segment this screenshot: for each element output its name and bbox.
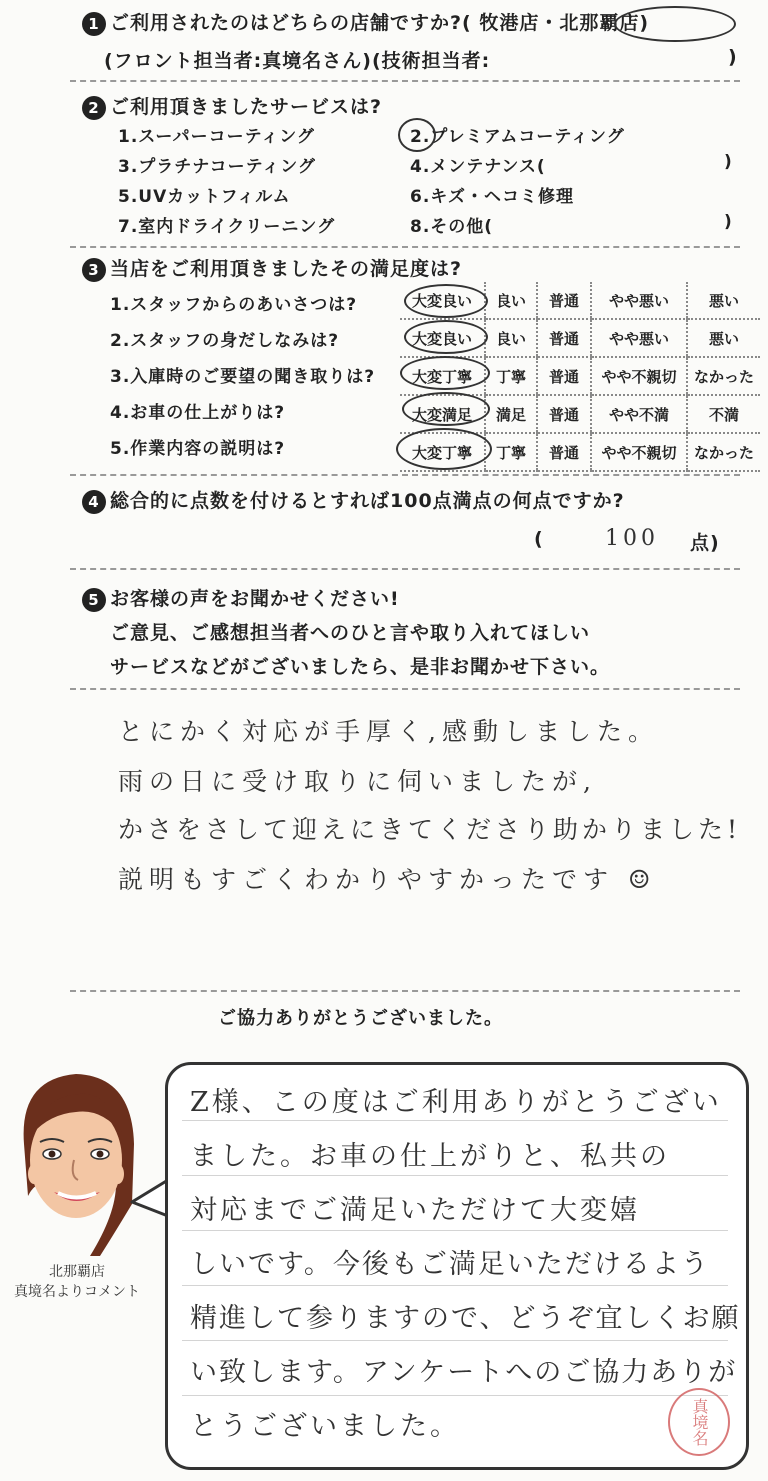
staff-caption bbox=[0, 1262, 154, 1302]
reply-line-7: とうございました。 bbox=[190, 1411, 460, 1442]
choice-cell: 満足 bbox=[485, 395, 537, 433]
q2-option-7: 7.室内ドライクリーニング bbox=[118, 217, 336, 237]
reply-line-1: Z様、この度はご利用ありがとうござい bbox=[190, 1087, 722, 1118]
staff-comment-label: 真境名よりコメント bbox=[14, 1284, 140, 1300]
speech-bubble-tail bbox=[128, 1176, 170, 1220]
rating-circle-5 bbox=[396, 428, 492, 470]
choice-cell: やや不親切 bbox=[591, 357, 687, 395]
q3-question-1: 1.スタッフからのあいさつは? bbox=[110, 295, 358, 315]
q4-open-paren: ( bbox=[534, 528, 544, 550]
q5-line3: サービスなどがございましたら、是非お聞かせ下さい。 bbox=[110, 656, 611, 678]
choice-cell: 大変満足 bbox=[400, 395, 485, 433]
q2-option-8: 8.その他( bbox=[410, 217, 494, 237]
divider-2 bbox=[70, 246, 740, 248]
choice-cell: 大変丁寧 bbox=[400, 357, 485, 395]
q1-text: ご利用されたのはどちらの店舗ですか?( 牧港店・北那覇店) bbox=[110, 12, 650, 34]
q3-question-5: 5.作業内容の説明は? bbox=[110, 439, 286, 459]
choice-cell: 丁寧 bbox=[485, 357, 537, 395]
q3-question-3: 3.入庫時のご要望の聞き取りは? bbox=[110, 367, 376, 387]
q5-title-row bbox=[82, 584, 400, 612]
reply-line-3: 対応までご満足いただけて大変嬉 bbox=[190, 1195, 640, 1226]
q2-option-5: 5.UVカットフィルム bbox=[118, 187, 291, 207]
divider-5 bbox=[70, 688, 740, 690]
choice-cell: なかった bbox=[687, 433, 760, 471]
q3-question-4: 4.お車の仕上がりは? bbox=[110, 403, 286, 423]
q4-number-badge: 4 bbox=[82, 490, 106, 514]
choice-cell: やや悪い bbox=[591, 319, 687, 357]
divider-4 bbox=[70, 568, 740, 570]
choice-cell: 普通 bbox=[537, 433, 591, 471]
choice-cell: 普通 bbox=[537, 319, 591, 357]
rating-circle-3 bbox=[400, 356, 490, 390]
q4-title: 総合的に点数を付けるとすれば100点満点の何点ですか? bbox=[110, 490, 625, 512]
staff-store: 北那覇店 bbox=[49, 1264, 105, 1280]
q2-option-2: 2.プレミアムコーティング bbox=[410, 127, 625, 147]
choice-cell: なかった bbox=[687, 357, 760, 395]
q4-unit: 点) bbox=[690, 532, 720, 554]
customer-comment-line-1: とにかく対応が手厚く,感動しました。 bbox=[118, 717, 659, 746]
q1-number-badge: 1 bbox=[82, 12, 106, 36]
choice-cell: 大変良い bbox=[400, 282, 485, 319]
customer-comment-line-2: 雨の日に受け取りに伺いましたが, bbox=[118, 767, 597, 796]
choice-cell: 普通 bbox=[537, 395, 591, 433]
q5-line2: ご意見、ご感想担当者へのひと言や取り入れてほしい bbox=[110, 622, 591, 644]
reply-line-6: い致します。アンケートへのご協力ありが bbox=[190, 1357, 738, 1388]
q2-option-4-close: ) bbox=[724, 152, 733, 172]
bubble-tail-mask bbox=[168, 1172, 174, 1220]
thanks-text: ご協力ありがとうございました。 bbox=[218, 1008, 503, 1029]
choice-cell: 普通 bbox=[537, 282, 591, 319]
reply-line-4: しいです。今後もご満足いただけるよう bbox=[190, 1249, 710, 1280]
choice-cell: 悪い bbox=[687, 319, 760, 357]
q1-line2-close: ) bbox=[728, 46, 738, 68]
q1-staff-text: (フロント担当者:真境名さん)(技術担当者: bbox=[104, 50, 491, 72]
q1-line1 bbox=[82, 8, 649, 36]
choice-cell: 良い bbox=[485, 282, 537, 319]
choice-cell: やや悪い bbox=[591, 282, 687, 319]
q2-number-badge: 2 bbox=[82, 96, 106, 120]
q3-title-row bbox=[82, 254, 462, 282]
q2-option-8-close: ) bbox=[724, 212, 733, 232]
customer-comment-line-4: 説明もすごくわかりやすかったです ☺ bbox=[118, 865, 657, 894]
seal-stamp: 真境名 bbox=[668, 1388, 730, 1456]
divider-3 bbox=[70, 474, 740, 476]
q2-option-3: 3.プラチナコーティング bbox=[118, 157, 316, 177]
q5-number-badge: 5 bbox=[82, 588, 106, 612]
q3-number-badge: 3 bbox=[82, 258, 106, 282]
choice-cell: 大変丁寧 bbox=[400, 433, 485, 471]
q2-title-row bbox=[82, 92, 382, 120]
choice-cell: 悪い bbox=[687, 282, 760, 319]
rating-circle-2 bbox=[404, 320, 488, 354]
q2-title: ご利用頂きましたサービスは? bbox=[110, 96, 383, 118]
choice-cell: 普通 bbox=[537, 357, 591, 395]
staff-avatar bbox=[4, 1064, 154, 1260]
rating-circle-4 bbox=[402, 392, 490, 426]
choice-cell: 良い bbox=[485, 319, 537, 357]
q2-option-6: 6.キズ・ヘコミ修理 bbox=[410, 187, 574, 207]
q3-question-2: 2.スタッフの身だしなみは? bbox=[110, 331, 340, 351]
staff-portrait-illustration bbox=[4, 1064, 154, 1260]
choice-cell: 不満 bbox=[687, 395, 760, 433]
store-selection-circle bbox=[614, 6, 736, 42]
q2-option-1: 1.スーパーコーティング bbox=[118, 127, 315, 147]
q5-line1: お客様の声をお聞かせください! bbox=[110, 588, 400, 610]
divider-1 bbox=[70, 80, 740, 82]
reply-line-2: ました。お車の仕上がりと、私共の bbox=[190, 1141, 670, 1172]
q1-line2 bbox=[104, 46, 490, 73]
divider-6 bbox=[70, 990, 740, 992]
customer-comment-line-3: かさをさして迎えにきてくださり助かりました! bbox=[118, 815, 742, 844]
reply-line-5: 精進して参りますので、どうぞ宜しくお願 bbox=[190, 1303, 741, 1334]
q4-score: 100 bbox=[605, 526, 659, 551]
choice-cell: やや不親切 bbox=[591, 433, 687, 471]
choice-cell: 丁寧 bbox=[485, 433, 537, 471]
choice-cell: 大変良い bbox=[400, 319, 485, 357]
choice-cell: やや不満 bbox=[591, 395, 687, 433]
q3-title: 当店をご利用頂きましたその満足度は? bbox=[110, 258, 463, 280]
service-selection-circle bbox=[398, 118, 436, 152]
q2-option-4: 4.メンテナンス( bbox=[410, 157, 546, 177]
q4-title-row bbox=[82, 486, 625, 514]
rating-circle-1 bbox=[404, 284, 488, 318]
